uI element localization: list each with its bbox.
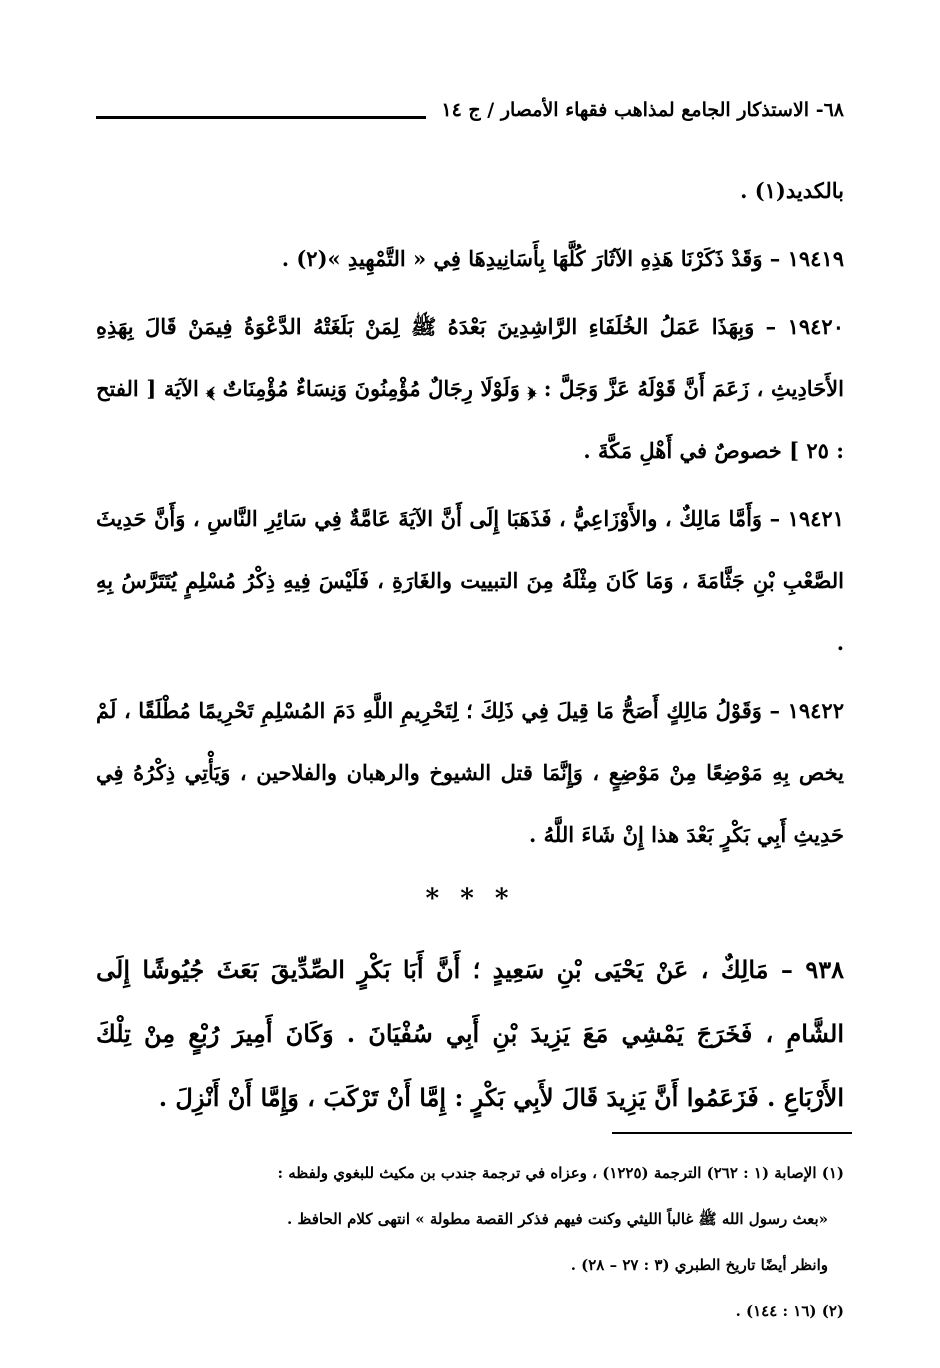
header-rule	[96, 116, 426, 119]
running-header	[96, 96, 844, 136]
paragraph-19419: ١٩٤١٩ – وَقَدْ ذَكَرْنَا هَذِهِ الآثَارَ كُلَّهَا بِأَسَانِيدِهَا فِي « التَّمْهِيدِ »(٢) .	[281, 246, 844, 271]
footnote-rule	[612, 1132, 852, 1134]
footnote-1-quote: «بعث رسول الله ﷺ غالباً الليثي وكنت فيهم فذكر القصة مطولة » انتهى كلام الحافظ .	[287, 1210, 828, 1228]
footnote-2: (٢) (١٦ : ١٤٤) .	[735, 1302, 844, 1320]
paragraph-19421: ١٩٤٢١ – وَأَمَّا مَالِكٌ ، والأَوْزَاعِيُّ ، فَذَهَبَا إِلَى أَنَّ الآيَةَ عَامَّةٌ فِي سَائِرِ النَّاسِ ، وَأَنَّ حَدِيثَ الصَّعْبِ بْنِ جَثَّامَةَ ، وَمَا كَانَ مِثْلَهُ مِنَ التبييت والغَارَةِ ، فَلَيْسَ فِيهِ ذِكْرُ مُسْلِمٍ يُتَتَرَّسُ بِهِ .	[96, 506, 844, 655]
footnote-1: (١) الإصابة (١ : ٢٦٢) الترجمة (١٢٢٥) ، وعزاه في ترجمة جندب بن مكيث للبغوي ولفظه :	[277, 1164, 844, 1182]
main-text	[96, 160, 844, 872]
paragraph-19420: ١٩٤٢٠ – وَبِهَذَا عَمَلُ الخُلَفَاءِ الرَّاشِدِينَ بَعْدَهُ ﷺ لِمَنْ بَلَغَتْهُ الدَّعْوَةُ فِيمَنْ قَالَ بِهَذِهِ الأَحَادِيثِ ، زَعَمَ أَنَّ قَوْلَهُ عَزَّ وَجَلَّ : ﴿ وَلَوْلَا رِجَالٌ مُؤْمِنُونَ وَنِسَاءٌ مُؤْمِنَاتٌ ﴾ الآيَة [ الفتح : ٢٥ ] خصوصٌ في أَهْلِ مَكَّةَ .	[96, 314, 844, 463]
section-separator: * * *	[425, 884, 515, 914]
footnotes	[96, 1150, 844, 1334]
paragraph-continuation: بالكديد(١) .	[740, 178, 844, 203]
hadith-938: ٩٣٨ – مَالِكٌ ، عَنْ يَحْيَى بْنِ سَعِيدٍ ؛ أَنَّ أَبَا بَكْرٍ الصِّدِّيقَ بَعَثَ جُيُوشًا إِلَى الشَّامِ ، فَخَرَجَ يَمْشِي مَعَ يَزِيدَ بْنِ أَبِي سُفْيَانَ . وَكَانَ أَمِيرَ رُبْعٍ مِنْ تِلْكَ الأَرْبَاعِ . فَزَعَمُوا أَنَّ يَزِيدَ قَالَ لأَبِي بَكْرٍ : إِمَّا أَنْ تَرْكَبَ ، وَإِمَّا أَنْ أَنْزِلَ .	[96, 955, 844, 1112]
running-title: ٦٨- الاستذكار الجامع لمذاهب فقهاء الأمصار / ج ١٤	[441, 99, 844, 121]
footnote-1-see-also: وانظر أيضًا تاريخ الطبري (٣ : ٢٧ – ٢٨) .	[570, 1256, 828, 1274]
paragraph-19422: ١٩٤٢٢ – وَقَوْلُ مَالِكٍ أَصَحُّ مَا قِيلَ فِي ذَلِكَ ؛ لِتَحْرِيمِ اللَّهِ دَمَ المُسْلِمِ تَحْرِيمًا مُطْلَقًا ، لَمْ يخص بِهِ مَوْضِعًا مِنْ مَوْضِعٍ ، وَإِنَّمَا قتل الشيوخ والرهبان والفلاحين ، وَيَأْتِي ذِكْرُهُ فِي حَدِيثِ أَبِي بَكْرٍ بَعْدَ هذا إِنْ شَاءَ اللَّهُ .	[96, 698, 844, 847]
